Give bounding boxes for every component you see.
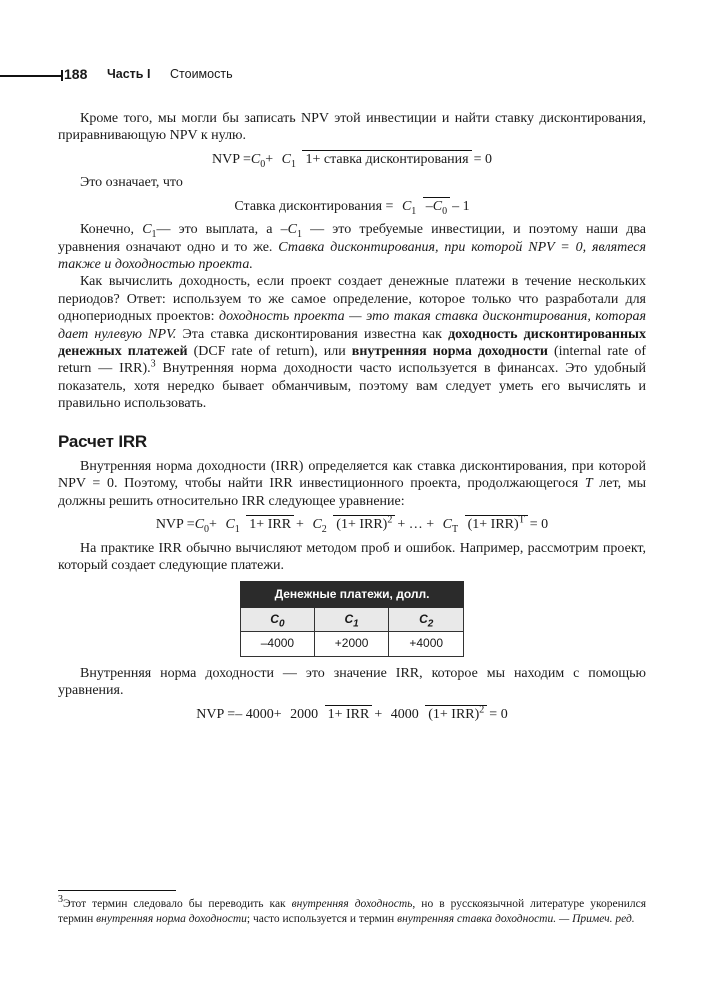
- page-body: [58, 110, 646, 729]
- eq1-plus: +: [265, 151, 274, 167]
- paragraph-7: Внутренняя норма доходности — это значение IRR, которое мы находим с помощью уравнения.: [58, 665, 646, 699]
- footnote: $^3$Этот термин следовало бы переводить как внутренняя доходность, но в русскоязычной литературе укоренился термин внутренняя норма доходности; часто используется и термин внутренняя ставка доходности. — Примеч. ред.: [58, 894, 647, 925]
- paragraph-2: Это означает, что: [80, 175, 183, 191]
- page-number: 188: [64, 66, 88, 82]
- table-row: [241, 632, 464, 656]
- eq1-num: C: [281, 151, 291, 167]
- running-header: [0, 66, 704, 86]
- table-col-c0: $C_0$: [241, 607, 315, 631]
- irr-definition-italic: Ставка дисконтирования, при которой NPV = 0, являтеся также и доходностью проекта.: [58, 239, 647, 272]
- part-label: Часть I: [107, 67, 151, 81]
- eq2-rhs: – 1: [452, 198, 470, 214]
- term-dcf: доходность дисконтированных денежных платежей: [58, 326, 646, 360]
- table-cell-c0: –4000: [241, 632, 315, 656]
- eq2-num-sub: 1: [411, 205, 417, 217]
- paragraph-1: Кроме того, мы могли бы записать NPV этой инвестиции и найти ставку дисконтирования, приравнивающую NPV к нулю.: [58, 111, 646, 144]
- paragraph-5: Внутренняя норма доходности (IRR) определяется как ставка дисконтирования, при которой NPV = 0. Поэтому, чтобы найти IRR инвестиционного проекта, продолжающегося T лет, мы должны решить относительно IRR следующее уравнение:: [58, 459, 646, 509]
- equation-irr-example: NVP =– 4000+ 2000 1+ IRR+ 4000 (1+ IRR)$^2$= 0: [196, 704, 508, 722]
- eq2-fraction: [399, 198, 450, 215]
- eq2-lhs: Ставка дисконтирования =: [234, 198, 394, 214]
- footnote-ref[interactable]: 3: [150, 358, 156, 370]
- table-cell-c2: +4000: [389, 632, 464, 656]
- section-heading: Расчет IRR: [58, 431, 148, 451]
- eq4-fraction-2: 4000 (1+ IRR)$^2$: [388, 706, 488, 723]
- footnote-rule: [58, 890, 176, 891]
- cash-flow-table: [240, 581, 464, 657]
- eq2-den-sub: 0: [442, 205, 448, 217]
- header-rule: [0, 75, 62, 77]
- eq2-den: –C: [425, 198, 443, 214]
- eq1-num-sub: 1: [290, 158, 296, 170]
- table-col-c2: $C_2$: [389, 607, 464, 631]
- table-cell-c1: +2000: [314, 632, 389, 656]
- eq1-rhs: = 0: [473, 151, 492, 167]
- header-tick: [61, 70, 63, 81]
- section-label: Стоимость: [170, 67, 233, 81]
- equation-npv-single: [58, 151, 646, 168]
- table-col-c1: $C_1$: [314, 607, 389, 631]
- eq1-fraction: [279, 151, 472, 168]
- eq3-fraction-2: $C_2$ (1+ IRR)$^2$: [309, 516, 395, 533]
- eq3-fraction-3: $C_T$ (1+ IRR)$^T$: [440, 516, 528, 533]
- eq2-num: C: [401, 198, 412, 214]
- paragraph-4: Как вычислить доходность, если проект создает денежные платежи в течение нескольких периодов? Ответ: используем то же самое определение, которое только что разработали для однопериодных проектов: доходность проекта — это такая ставка дисконтирования, которая дает нулевую NPV. Эта ставка дисконтирования известна как доходность дисконтированных денежных платежей (DCF rate of return), или внутренняя норма доходности (internal rate of return — IRR).$^3$ Внутренняя норма доходности часто используется в финансах. Это удобный показатель, хотя нередко бывает обманчивым, поэтому вам следует уметь его вычислять и правильно использовать.: [58, 274, 647, 412]
- eq1-c0-sub: 0: [260, 158, 266, 170]
- equation-discount-rate: [58, 198, 646, 215]
- term-irr: внутренняя норма доходности: [351, 344, 548, 360]
- table-caption: Денежные платежи, долл.: [241, 581, 464, 607]
- paragraph-3: Конечно, $C_1—$ это выплата, а $-C_1$ — это требуемые инвестиции, и поэтому наши два уравнения означают одно и то же. Ставка дисконтирования, при которой NPV = 0, являтеся также и доходностью проекта.: [58, 222, 647, 272]
- eq1-c0: C: [250, 151, 261, 167]
- eq1-den: 1+ ставка дисконтирования: [302, 150, 471, 167]
- equation-irr-general: NVP $=C_0+ C_1$ $1+ IRR+ C_2$ (1+ IRR)$^2$+ … + $C_T$ (1+ IRR)$^T$= 0: [155, 514, 549, 536]
- paragraph-6: На практике IRR обычно вычисляют методом проб и ошибок. Например, рассмотрим проект, который создает следующие платежи.: [58, 540, 646, 574]
- eq3-fraction-1: $C_1$ 1+ IRR: [222, 516, 294, 533]
- footnote-mark: 3: [58, 894, 63, 906]
- eq4-fraction-1: 2000 1+ IRR: [287, 706, 372, 723]
- eq1-lhs: NVP =: [211, 151, 251, 167]
